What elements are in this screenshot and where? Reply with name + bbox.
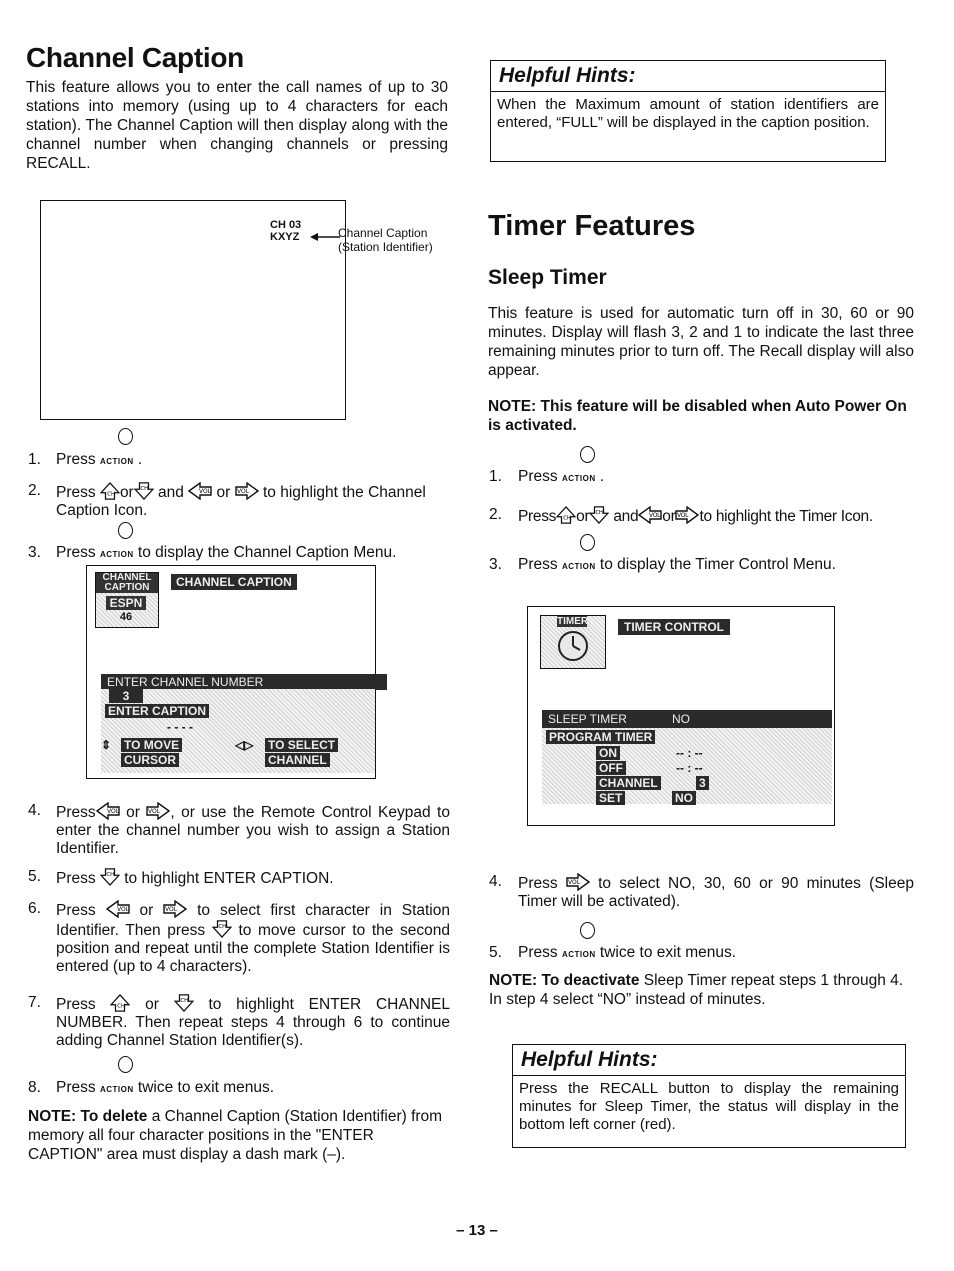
step-number: 1. (28, 451, 41, 468)
ch-up-icon (100, 482, 120, 500)
menu-channel-value: 3 (696, 776, 709, 790)
action-button-icon (118, 428, 133, 445)
helpful-hints-body: Press the RECALL button to display the remaining minutes for Sleep Timer, the status will display in the bottom left corner (red). (519, 1080, 899, 1133)
step-text: Press (56, 1079, 96, 1096)
action-label: ACTION (99, 550, 134, 559)
sleep-timer-subtitle: Sleep Timer (488, 266, 607, 289)
step-text: to display the Channel Caption Menu. (137, 544, 397, 561)
timer-control-menu (527, 606, 835, 826)
step-text: to move cursor to the second position and repeat until the complete Station Identifier is entered (up to 4 characters). (56, 922, 451, 975)
timer-menu-icon (540, 615, 606, 669)
menu-enter-channel-number: ENTER CHANNEL NUMBER (101, 674, 387, 690)
callout-label (338, 226, 433, 254)
step-number: 3. (28, 544, 41, 561)
step-text: twice to exit menus. (137, 1079, 275, 1096)
channel-caption-menu (86, 565, 376, 779)
channel-caption-title: Channel Caption (26, 42, 244, 73)
menu-to-select: TO SELECT (265, 738, 338, 752)
menu-set: SET (596, 791, 625, 805)
step-number: 8. (28, 1079, 41, 1096)
step-text: Press (518, 556, 558, 573)
vol-right-icon (235, 482, 259, 500)
step-text: Press (56, 484, 96, 501)
page-number: – 13 – (456, 1222, 498, 1239)
step-text: to highlight ENTER CHANNEL NUMBER. Then repeat steps 4 through 6 to continue adding Channel Station Identifier(s). (56, 996, 451, 1049)
menu-title: CHANNEL CAPTION (171, 574, 297, 590)
ch-up-icon (556, 506, 576, 524)
callout-line2: (Station Identifier) (338, 240, 433, 254)
ch-up-icon (110, 994, 130, 1012)
vol-left-icon (188, 482, 212, 500)
step-number: 1. (489, 468, 502, 485)
step-number: 7. (28, 994, 41, 1011)
clock-icon (556, 629, 590, 663)
step-text: twice to exit menus. (599, 944, 737, 961)
menu-channel: CHANNEL (596, 776, 661, 790)
callout-line1: Channel Caption (338, 226, 428, 240)
up-down-arrows-icon: ⇕ (101, 738, 112, 752)
step-number: 2. (489, 506, 502, 523)
sleep-timer-note: NOTE: This feature will be disabled when Auto Power On is activated. (488, 398, 907, 434)
deactivate-note (489, 971, 917, 1009)
menu-on-value: -- : -- (676, 746, 703, 760)
menu-sleep-timer-row[interactable] (542, 710, 832, 728)
menu-set-value: NO (672, 791, 696, 805)
step-text: , or use the Remote Control Keypad to enter the channel number you wish to assign a Station Identifier. (56, 804, 450, 857)
step-text: to highlight the Timer Icon. (699, 508, 873, 525)
helpful-hints-box-2 (512, 1044, 906, 1148)
action-button-icon (580, 446, 595, 463)
step-number: 5. (28, 868, 41, 885)
icon-label: TIMER (557, 616, 589, 627)
note-label: NOTE: (28, 1108, 77, 1125)
sleep-timer-label: SLEEP TIMER (548, 712, 627, 726)
step-text: or (119, 484, 134, 501)
channel-caption-intro: This feature allows you to enter the call names of up to 30 stations into memory (using up to 4 characters for each station). The Channel Caption will then display along with the channel number when changing channels or pressing RECALL. (26, 79, 448, 172)
note-bold: To delete (80, 1108, 148, 1125)
ch-down-icon (174, 994, 194, 1012)
ch-down-icon (134, 482, 154, 500)
vol-right-icon (566, 873, 590, 891)
step-text: Press (518, 875, 558, 892)
helpful-hints-body: When the Maximum amount of station identifiers are entered, “FULL” will be displayed in the caption position. (497, 96, 879, 131)
menu-cursor: CURSOR (121, 753, 179, 767)
tv-station-caption: KXYZ (270, 231, 300, 243)
menu-enter-caption: ENTER CAPTION (105, 704, 209, 718)
helpful-hints-title: Helpful Hints: (491, 61, 885, 92)
tv-channel-display (270, 219, 301, 243)
note-text: Sleep Timer repeat steps 1 through 4. In step 4 select “NO” instead of minutes. (489, 972, 904, 1008)
step-text: to highlight the Channel Caption Icon. (56, 484, 426, 519)
ch-down-icon (589, 506, 609, 524)
vol-right-icon (146, 802, 170, 820)
step-text: or (662, 508, 676, 525)
step-text: to select NO, 30, 60 or 90 minutes (Sleep Timer will be activated). (518, 875, 914, 910)
step-text: or (139, 902, 154, 919)
action-label: ACTION (99, 457, 134, 466)
step-text: Press (518, 468, 558, 485)
helpful-hints-title: Helpful Hints: (513, 1045, 905, 1076)
step-number: 3. (489, 556, 502, 573)
step-text: to highlight ENTER CAPTION. (124, 870, 334, 887)
action-button-icon (118, 522, 133, 539)
step-text: to display the Timer Control Menu. (599, 556, 836, 573)
callout-arrow-icon (310, 232, 340, 242)
step-text: to select first character in Station Identifier. Then press (56, 902, 450, 939)
vol-left-icon (638, 506, 662, 524)
note-bold: To deactivate (541, 972, 640, 989)
channel-caption-menu-icon (95, 572, 159, 628)
action-button-icon (580, 922, 595, 939)
note-label: NOTE: (489, 972, 538, 989)
step-number: 6. (28, 900, 41, 917)
action-label: ACTION (561, 474, 596, 483)
step-number: 4. (28, 802, 41, 819)
step-text: Press (56, 544, 96, 561)
menu-off-value: -- : -- (676, 761, 703, 775)
step-text: Press (56, 996, 96, 1013)
step-text: Press (56, 902, 96, 919)
step-text: Press (518, 508, 557, 525)
sleep-timer-intro: This feature is used for automatic turn off in 30, 60 or 90 minutes. Display will flash 3, 2 and 1 to indicate the last three remaining minutes prior to turn off. The Recall display will also appear. (488, 305, 914, 379)
menu-title: TIMER CONTROL (618, 619, 730, 635)
action-label: ACTION (561, 950, 596, 959)
menu-on: ON (596, 746, 620, 760)
step-text: Press (56, 451, 96, 468)
vol-left-icon (96, 802, 120, 820)
menu-channel-value: 3 (109, 689, 143, 703)
step-text: Press (518, 944, 558, 961)
vol-left-icon (106, 900, 130, 918)
sleep-timer-value: NO (672, 712, 690, 726)
ch-down-icon (100, 868, 120, 886)
ch-down-icon (212, 920, 232, 938)
step-text: Press (56, 870, 96, 887)
step-text: and (158, 484, 184, 501)
left-note (28, 1107, 450, 1164)
step-number: 4. (489, 873, 502, 890)
timer-features-title: Timer Features (488, 210, 696, 242)
action-button-icon (118, 1056, 133, 1073)
menu-to-move: TO MOVE (121, 738, 182, 752)
left-right-arrows-icon: ◁▷ (235, 738, 254, 752)
menu-caption-dashes: - - - - (167, 720, 193, 734)
icon-label: CHANNEL (96, 573, 158, 583)
action-label: ACTION (561, 562, 596, 571)
icon-label: CAPTION (96, 583, 158, 593)
icon-espn: ESPN (106, 596, 146, 610)
step-text: or (145, 996, 159, 1013)
note-text: a Channel Caption (Station Identifier) from memory all four character positions in the "ENTER CAPTION" area must display a dash mark (–). (28, 1108, 443, 1163)
tv-channel-number: CH 03 (270, 219, 302, 231)
menu-off: OFF (596, 761, 626, 775)
icon-num: 46 (119, 611, 133, 623)
helpful-hints-box-1 (490, 60, 886, 162)
step-number: 5. (489, 944, 502, 961)
step-text: and (613, 508, 639, 525)
action-label: ACTION (99, 1085, 134, 1094)
action-button-icon (580, 534, 595, 551)
step-text: or (576, 508, 590, 525)
step-number: 2. (28, 482, 41, 499)
step-text: or (126, 804, 140, 821)
menu-channel: CHANNEL (265, 753, 330, 767)
step-text: or (216, 484, 231, 501)
vol-right-icon (675, 506, 699, 524)
vol-right-icon (163, 900, 187, 918)
menu-program-timer: PROGRAM TIMER (546, 730, 655, 744)
step-text: Press (56, 804, 96, 821)
